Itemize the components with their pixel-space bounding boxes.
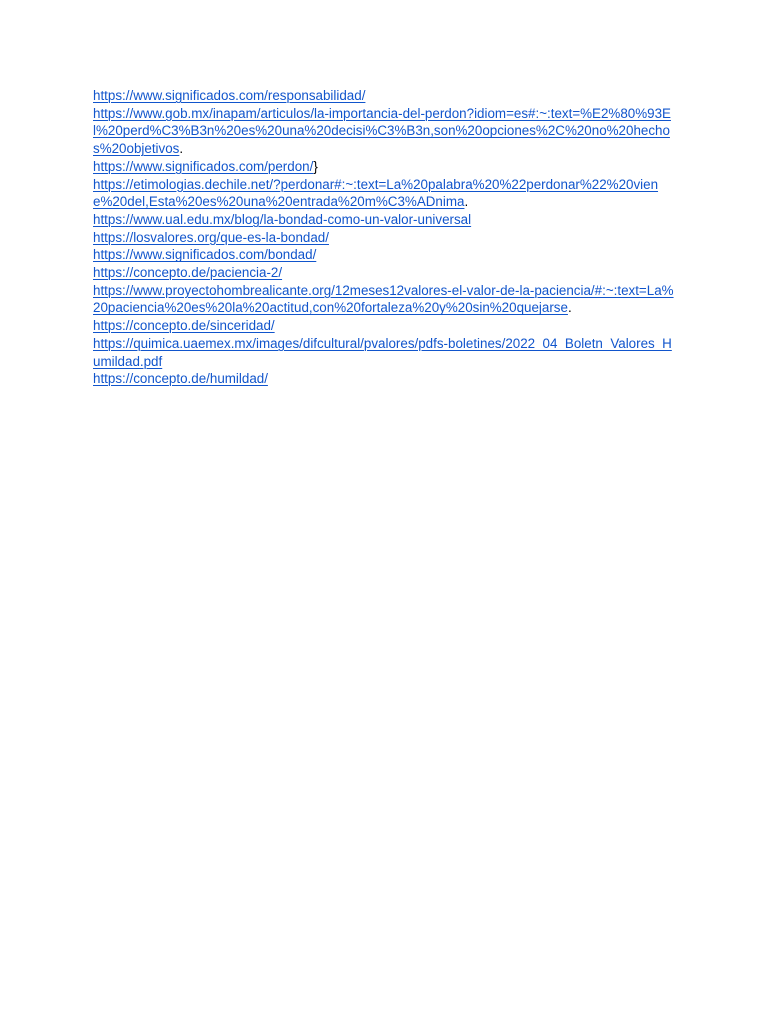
reference-link[interactable]: https://quimica.uaemex.mx/images/difcultural/pvalores/pdfs-boletines/2022_04_Boletn_Valores_Humildad.pdf xyxy=(93,335,672,369)
reference-link[interactable]: https://www.gob.mx/inapam/articulos/la-importancia-del-perdon?idiom=es#:~:text=%E2%80%93El%20perd%C3%B3n%20es%20una%20decisi%C3%B3n,son%20opciones%2C%20no%20hechos%20objetivos xyxy=(93,105,671,157)
reference-link[interactable]: https://losvalores.org/que-es-la-bondad/ xyxy=(93,229,329,245)
reference-trailing-punctuation: } xyxy=(313,158,318,174)
reference-item xyxy=(93,87,675,105)
reference-item xyxy=(93,335,675,370)
reference-link[interactable]: https://concepto.de/sinceridad/ xyxy=(93,318,275,334)
reference-trailing-punctuation: . xyxy=(464,194,469,210)
reference-item xyxy=(93,229,675,247)
reference-item xyxy=(93,158,675,176)
reference-item xyxy=(93,282,675,317)
reference-item xyxy=(93,211,675,229)
reference-item xyxy=(93,370,675,388)
reference-list xyxy=(93,87,675,388)
reference-link[interactable]: https://www.significados.com/bondad/ xyxy=(93,247,317,263)
reference-item xyxy=(93,105,675,158)
reference-link[interactable]: https://www.ual.edu.mx/blog/la-bondad-como-un-valor-universal xyxy=(93,211,472,227)
reference-trailing-punctuation: . xyxy=(179,141,184,157)
reference-link[interactable]: https://www.significados.com/perdon/ xyxy=(93,158,314,174)
reference-item xyxy=(93,317,675,335)
reference-link[interactable]: https://concepto.de/paciencia-2/ xyxy=(93,265,283,281)
reference-item xyxy=(93,176,675,211)
reference-item xyxy=(93,264,675,282)
reference-item xyxy=(93,246,675,264)
reference-link[interactable]: https://www.proyectohombrealicante.org/12meses12valores-el-valor-de-la-paciencia/#:~:text=La%20paciencia%20es%20la%20actitud,con%20fortaleza%20y%20sin%20quejarse xyxy=(93,282,674,316)
reference-trailing-punctuation: . xyxy=(567,300,572,316)
reference-link[interactable]: https://etimologias.dechile.net/?perdonar#:~:text=La%20palabra%20%22perdonar%22%20viene%20del,Esta%20es%20una%20entrada%20m%C3%ADnima xyxy=(93,176,659,210)
reference-link[interactable]: https://concepto.de/humildad/ xyxy=(93,371,268,387)
reference-link[interactable]: https://www.significados.com/responsabilidad/ xyxy=(93,88,366,103)
